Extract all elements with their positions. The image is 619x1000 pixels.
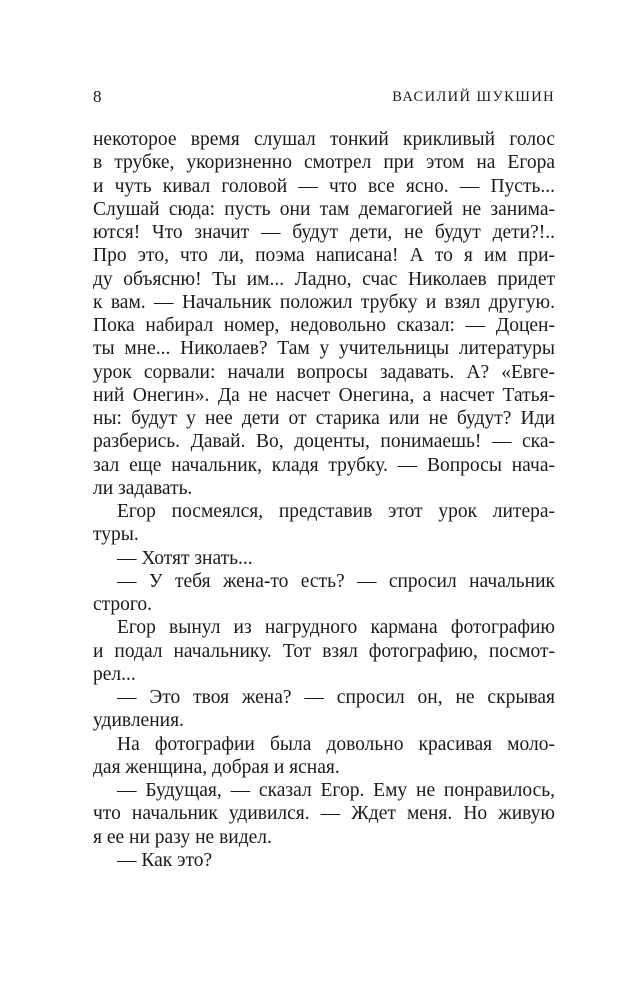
text-line: и подал начальнику. Тот взял фотографию, посмот- [93, 640, 555, 662]
text-line: ду объясню! Ты им... Ладно, счас Николаев придет [93, 268, 555, 290]
text-line: в трубке, укоризненно смотрел при этом на Егора [93, 152, 555, 174]
text-line: ются! Что значит — будут дети, не будут дети?!.. [93, 222, 555, 243]
text-line: ны: будут у нее дети от старика или не будут? Иди [93, 408, 555, 429]
text-line: что начальник удивился. — Ждет меня. Но живую [93, 803, 555, 825]
running-head [93, 86, 555, 108]
text-line: я ее ни разу не видел. [93, 826, 272, 848]
text-line: ты мне... Николаев? Там у учительницы литературы [93, 338, 555, 360]
page-number: 8 [93, 87, 102, 106]
text-line: удивления. [93, 710, 184, 732]
text-line: ли задавать. [93, 477, 193, 499]
text-line: туры. [93, 524, 139, 546]
text-line: — Это твоя жена? — спросил он, не скрывая [117, 687, 555, 708]
text-line: строго. [93, 594, 153, 615]
text-line: дая женщина, добрая и ясная. [93, 756, 340, 778]
text-line: Слушай сюда: пусть они там демагогией не занима- [93, 198, 555, 220]
text-line: и чуть кивал головой — что все ясно. — Пусть... [93, 175, 555, 197]
text-line: зал еще начальник, кладя трубку. — Вопросы нача- [93, 454, 555, 476]
text-line: ний Онегин». Да не насчет Онегина, а насчет Татья- [93, 384, 555, 406]
text-line: — У тебя жена-то есть? — спросил начальник [117, 570, 555, 592]
text-line: урок сорвали: начали вопросы задавать. А? «Евге- [93, 361, 555, 383]
text-line: На фотографии была довольно красивая моло- [117, 733, 555, 755]
body-text [93, 128, 555, 872]
text-line: Егор посмеялся, представив этот урок литера- [117, 501, 555, 522]
text-line: разберись. Давай. Во, доценты, понимаешь! — ска- [93, 431, 555, 453]
text-line: рел... [93, 663, 136, 685]
running-head-author: ВАСИЛИЙ ШУКШИН [392, 89, 555, 105]
text-line: Про это, что ли, поэма написана! А то я им при- [93, 245, 555, 267]
text-line: Егор вынул из нагрудного кармана фотографию [117, 617, 555, 639]
text-line: некоторое время слушал тонкий крикливый голос [93, 129, 555, 150]
text-line: — Будущая, — сказал Егор. Ему не понравилось, [117, 780, 555, 801]
text-line: к вам. — Начальник положил трубку и взял другую. [93, 291, 555, 313]
text-line: Пока набирал номер, недовольно сказал: — Доцен- [93, 315, 555, 336]
text-line: — Хотят знать... [117, 547, 253, 569]
text-line: — Как это? [117, 849, 213, 871]
